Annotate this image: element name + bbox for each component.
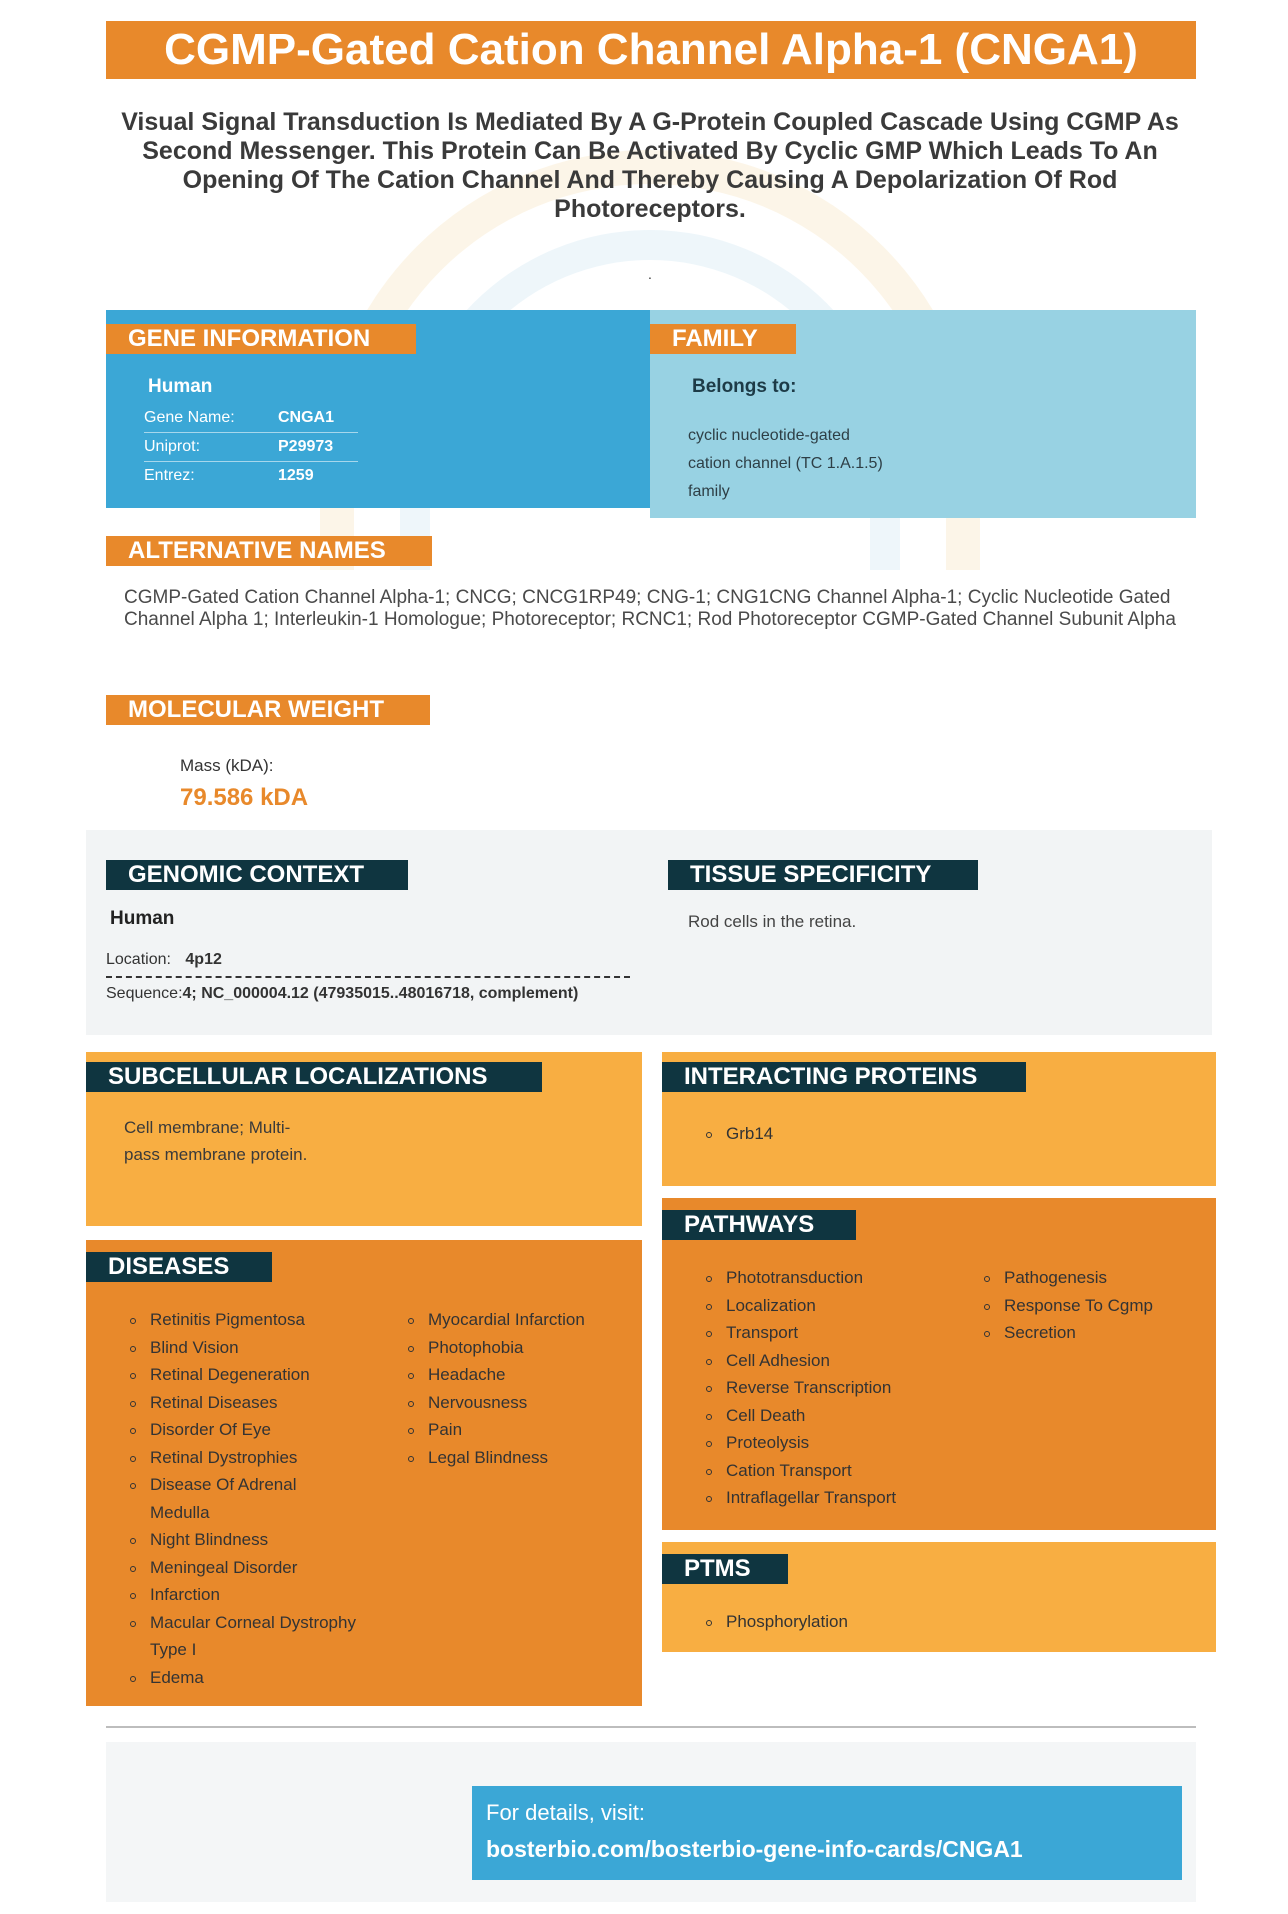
location-label: Location: <box>106 951 171 968</box>
family-belongs-label: Belongs to: <box>692 376 797 397</box>
family-heading: FAMILY <box>650 324 796 354</box>
ptms-heading: PTMS <box>662 1554 788 1584</box>
subcellular-heading: SUBCELLULAR LOCALIZATIONS <box>86 1062 542 1092</box>
interacting-proteins-panel <box>662 1052 1216 1186</box>
diseases-heading: DISEASES <box>86 1252 272 1282</box>
details-link[interactable]: bosterbio.com/bosterbio-gene-info-cards/CNGA1 <box>486 1836 1023 1862</box>
disease-item: Headache <box>406 1361 636 1389</box>
sequence-label: Sequence: <box>106 985 183 1002</box>
interacting-proteins-heading: INTERACTING PROTEINS <box>662 1062 1026 1092</box>
mass-label: Mass (kDA): <box>180 756 274 775</box>
pathway-item: Cation Transport <box>704 1457 964 1485</box>
gene-info-value: P29973 <box>278 438 334 455</box>
pathway-item: Response To Cgmp <box>982 1292 1202 1320</box>
alternative-names-text: CGMP-Gated Cation Channel Alpha-1; CNCG; CNCG1RP49; CNG-1; CNG1CNG Channel Alpha-1; Cyclic Nucleotide Gated Channel Alpha 1; Interleukin-1 Homologue; Photoreceptor; RCNC1; Rod Photoreceptor CGMP-Gated Channel Subunit Alpha <box>124 587 1176 630</box>
pathway-item: Intraflagellar Transport <box>704 1484 964 1512</box>
disease-item: Pain <box>406 1416 636 1444</box>
interacting-proteins-list <box>704 1120 773 1148</box>
protein-description: Visual Signal Transduction Is Mediated By A G-Protein Coupled Cascade Using CGMP As Second Messenger. This Protein Can Be Activated By Cyclic GMP Which Leads To An Opening Of The Cation Channel And Thereby Causing A Depolarization Of Rod Photoreceptors. <box>121 108 1179 223</box>
ptms-panel <box>662 1542 1216 1652</box>
pathway-item: Reverse Transcription <box>704 1374 964 1402</box>
page-title: CGMP-Gated Cation Channel Alpha-1 (CNGA1) <box>106 21 1196 79</box>
sequence-value: 4; NC_000004.12 (47935015..48016718, complement) <box>182 985 579 1002</box>
disease-item: Disorder Of Eye <box>128 1416 358 1444</box>
alternative-names-heading: ALTERNATIVE NAMES <box>106 536 432 566</box>
diseases-list-col2 <box>406 1306 636 1471</box>
pathway-item: Pathogenesis <box>982 1264 1202 1292</box>
gene-information-heading: GENE INFORMATION <box>106 324 416 354</box>
disease-item: Retinitis Pigmentosa <box>128 1306 358 1334</box>
disease-item: Legal Blindness <box>406 1444 636 1472</box>
disease-item: Meningeal Disorder <box>128 1554 358 1582</box>
gene-info-value: 1259 <box>278 467 314 484</box>
disease-item: Edema <box>128 1664 358 1692</box>
footer-divider <box>106 1726 1196 1728</box>
gene-info-row <box>144 433 358 462</box>
family-line: cyclic nucleotide-gated <box>688 427 850 444</box>
pathways-list-col2 <box>982 1264 1202 1347</box>
pathway-item: Cell Death <box>704 1402 964 1430</box>
genomic-location-row <box>106 948 630 978</box>
family-line: cation channel (TC 1.A.1.5) <box>688 455 883 472</box>
disease-item: Infarction <box>128 1581 358 1609</box>
molecular-weight-heading: MOLECULAR WEIGHT <box>106 695 430 725</box>
genomic-context-heading: GENOMIC CONTEXT <box>106 860 408 890</box>
disease-item: Retinal Diseases <box>128 1389 358 1417</box>
interacting-protein-item: Grb14 <box>704 1120 773 1148</box>
subcellular-panel <box>86 1052 642 1226</box>
family-description <box>688 422 883 506</box>
pathway-item: Phototransduction <box>704 1264 964 1292</box>
pathway-item: Secretion <box>982 1319 1202 1347</box>
mass-value: 79.586 kDA <box>180 784 309 811</box>
gene-info-table <box>144 404 358 490</box>
gene-info-key: Gene Name: <box>144 409 235 426</box>
pathway-item: Transport <box>704 1319 964 1347</box>
diseases-panel <box>86 1240 642 1706</box>
tissue-specificity-heading: TISSUE SPECIFICITY <box>668 860 978 890</box>
gene-info-key: Uniprot: <box>144 438 201 455</box>
pathways-list-col1 <box>704 1264 964 1512</box>
gene-info-value: CNGA1 <box>278 409 335 426</box>
pathway-item: Cell Adhesion <box>704 1347 964 1375</box>
location-value: 4p12 <box>185 951 222 968</box>
tissue-specificity-text: Rod cells in the retina. <box>688 912 857 931</box>
disease-item: Disease Of Adrenal Medulla <box>128 1471 358 1526</box>
genomic-organism: Human <box>110 908 175 929</box>
subcellular-text <box>124 1114 307 1168</box>
gene-info-key: Entrez: <box>144 467 195 484</box>
ptm-item: Phosphorylation <box>704 1608 848 1636</box>
disease-item: Myocardial Infarction <box>406 1306 636 1334</box>
disease-item: Retinal Degeneration <box>128 1361 358 1389</box>
details-link-box[interactable] <box>472 1786 1182 1880</box>
disease-item: Macular Corneal Dystrophy Type I <box>128 1609 358 1664</box>
diseases-list-col1 <box>128 1306 358 1691</box>
family-panel <box>650 310 1196 518</box>
pathways-panel <box>662 1198 1216 1530</box>
family-line: family <box>688 483 730 500</box>
pathways-heading: PATHWAYS <box>662 1210 856 1240</box>
genomic-sequence-row <box>106 982 578 1006</box>
gene-information-panel <box>106 310 650 508</box>
details-prompt: For details, visit: <box>486 1800 645 1825</box>
subcellular-line: pass membrane protein. <box>124 1145 308 1164</box>
disease-item: Blind Vision <box>128 1334 358 1362</box>
gene-organism: Human <box>148 376 213 397</box>
gene-info-row <box>144 462 358 490</box>
disease-item: Retinal Dystrophies <box>128 1444 358 1472</box>
ptms-list <box>704 1608 848 1636</box>
pathway-item: Proteolysis <box>704 1429 964 1457</box>
disease-item: Nervousness <box>406 1389 636 1417</box>
separator-dot: . <box>648 266 652 282</box>
pathway-item: Localization <box>704 1292 964 1320</box>
gene-info-row <box>144 404 358 433</box>
disease-item: Night Blindness <box>128 1526 358 1554</box>
subcellular-line: Cell membrane; Multi- <box>124 1118 291 1137</box>
disease-item: Photophobia <box>406 1334 636 1362</box>
